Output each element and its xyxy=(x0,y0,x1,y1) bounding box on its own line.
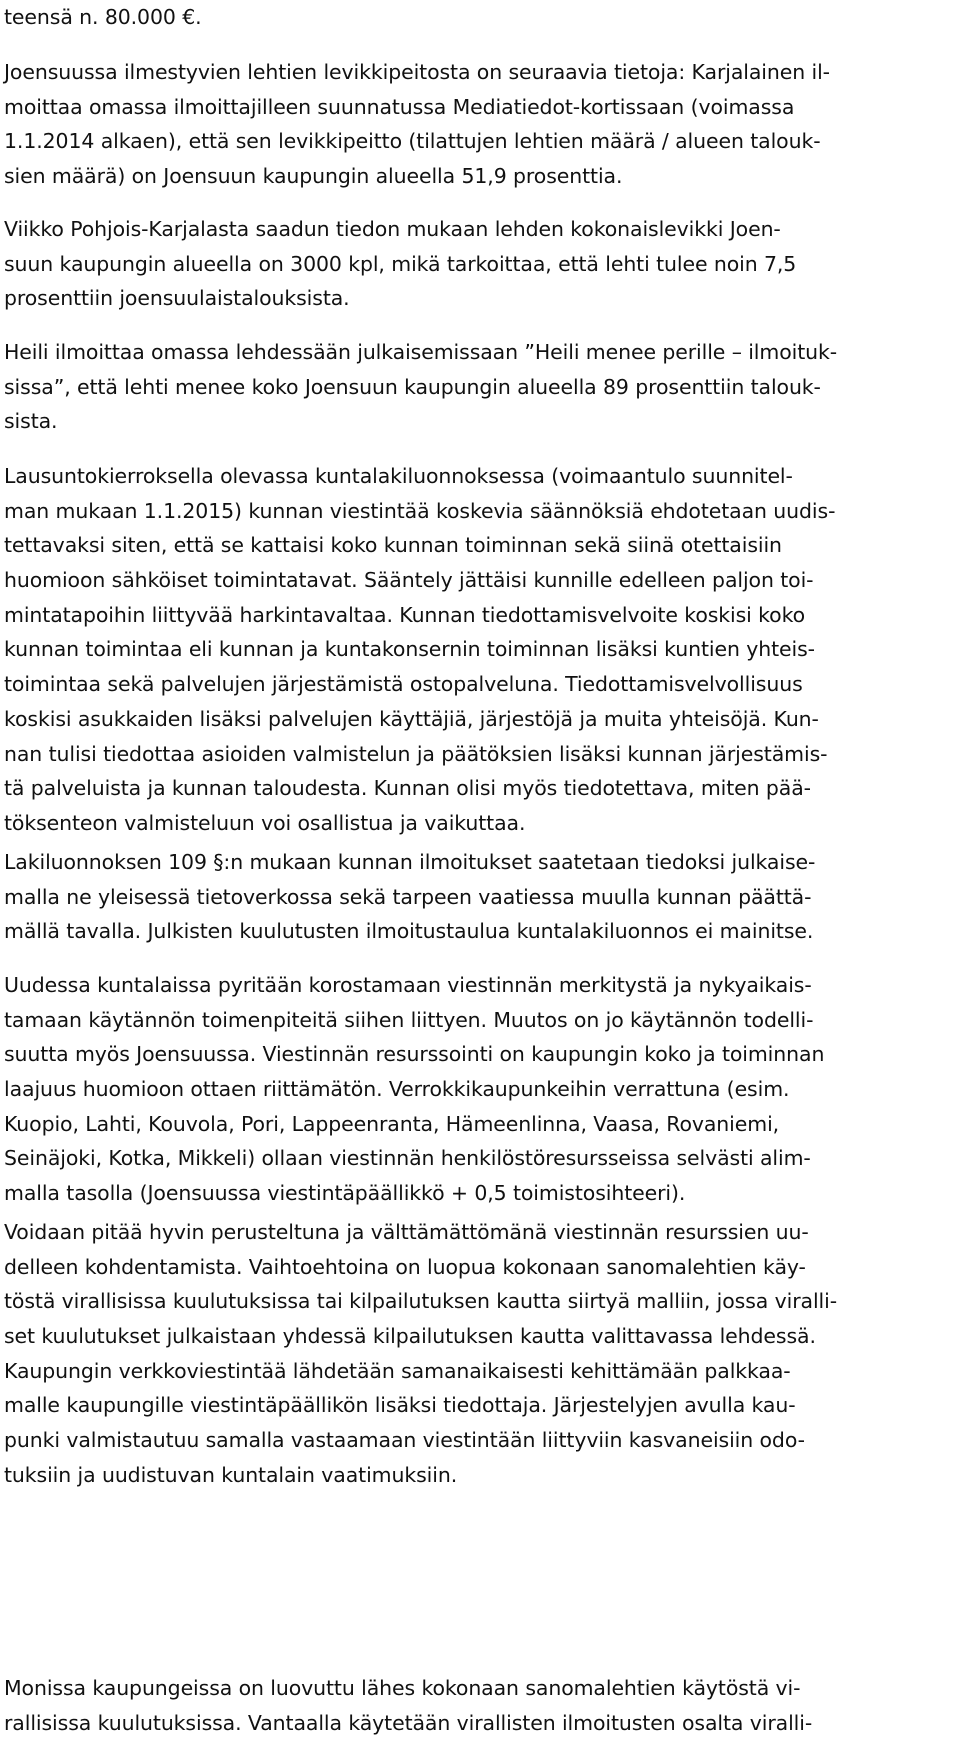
text-line: töksenteon valmisteluun voi osallistua ja vaikuttaa. xyxy=(4,810,526,835)
text-line: huomioon sähköiset toimintatavat. Sääntely jättäisi kunnille edelleen paljon toi- xyxy=(4,568,814,593)
text-line: malla tasolla (Joensuussa viestintäpäällikkö + 0,5 toimistosihteeri). xyxy=(4,1181,686,1206)
paragraph-7 xyxy=(4,1215,956,1493)
text-line: suun kaupungin alueella on 3000 kpl, mikä tarkoittaa, että lehti tulee noin 7,5 xyxy=(4,251,797,276)
text-line: Viikko Pohjois-Karjalasta saadun tiedon mukaan lehden kokonaislevikki Joen- xyxy=(4,217,781,241)
text-line: Monissa kaupungeissa on luovuttu lähes kokonaan sanomalehtien käytöstä vi- xyxy=(4,1676,801,1700)
text-line: 1.1.2014 alkaen), että sen levikkipeitto (tilattujen lehtien määrä / alueen talouk- xyxy=(4,129,821,154)
text-line: suutta myös Joensuussa. Viestinnän resurssointi on kaupungin koko ja toiminnan xyxy=(4,1042,825,1067)
text-line: mintatapoihin liittyvää harkintavaltaa. Kunnan tiedottamisvelvoite koskisi koko xyxy=(4,602,806,627)
text-line: Lausuntokierroksella olevassa kuntalakiluonnoksessa (voimaantulo suunnitel- xyxy=(4,464,793,488)
paragraph-1 xyxy=(4,55,956,194)
text-line: koskisi asukkaiden lisäksi palvelujen käyttäjiä, järjestöjä ja muita yhteisöjä. Kun- xyxy=(4,706,819,731)
text-line: tä palveluista ja kunnan taloudesta. Kunnan olisi myös tiedotettava, miten pää- xyxy=(4,776,811,801)
text-line: man mukaan 1.1.2015) kunnan viestintää koskevia säännöksiä ehdotetaan uudis- xyxy=(4,498,836,523)
text-line: Kaupungin verkkoviestintää lähdetään samanaikaisesti kehittämään palkkaa- xyxy=(4,1358,791,1383)
paragraph-0 xyxy=(4,0,956,35)
text-line: malla ne yleisessä tietoverkossa sekä tarpeen vaatiessa muulla kunnan päättä- xyxy=(4,884,812,909)
paragraph-4 xyxy=(4,459,956,841)
paragraph-6 xyxy=(4,968,956,1211)
text-line: Uudessa kuntalaissa pyritään korostamaan viestinnän merkitystä ja nykyaikais- xyxy=(4,973,812,997)
text-line: punki valmistautuu samalla vastaamaan viestintään liittyviin kasvaneisiin odo- xyxy=(4,1428,805,1453)
text-line: toimintaa sekä palvelujen järjestämistä ostopalveluna. Tiedottamisvelvollisuus xyxy=(4,672,803,697)
text-line: delleen kohdentamista. Vaihtoehtoina on luopua kokonaan sanomalehtien käy- xyxy=(4,1254,806,1279)
text-line: sissa”, että lehti menee koko Joensuun kaupungin alueella 89 prosenttiin talouk- xyxy=(4,374,821,399)
text-line: sista. xyxy=(4,409,58,434)
text-line: Joensuussa ilmestyvien lehtien levikkipeitosta on seuraavia tietoja: Karjalainen il- xyxy=(4,60,830,84)
text-line: Seinäjoki, Kotka, Mikkeli) ollaan viestinnän henkilöstöresursseissa selvästi alim- xyxy=(4,1146,811,1171)
text-line: mällä tavalla. Julkisten kuulutusten ilmoitustaulua kuntalakiluonnos ei mainitse. xyxy=(4,919,814,944)
text-line: Voidaan pitää hyvin perusteltuna ja välttämättömänä viestinnän resurssien uu- xyxy=(4,1220,809,1244)
text-line: prosenttiin joensuulaistalouksista. xyxy=(4,286,350,311)
text-line: sien määrä) on Joensuun kaupungin alueella 51,9 prosenttia. xyxy=(4,164,623,189)
text-line: moittaa omassa ilmoittajilleen suunnatussa Mediatiedot-kortissaan (voimassa xyxy=(4,94,795,119)
text-line: tamaan käytännön toimenpiteitä siihen liittyen. Muutos on jo käytännön todelli- xyxy=(4,1007,814,1032)
text-line: laajuus huomioon ottaen riittämätön. Verrokkikaupunkeihin verrattuna (esim. xyxy=(4,1077,790,1102)
text-line: set kuulutukset julkaistaan yhdessä kilpailutuksen kautta valittavassa lehdessä. xyxy=(4,1324,816,1349)
text-line: töstä virallisissa kuulutuksissa tai kilpailutuksen kautta siirtyä malliin, jossa viralli- xyxy=(4,1289,838,1314)
text-line: rallisissa kuulutuksissa. Vantaalla käytetään virallisten ilmoitusten osalta viralli- xyxy=(4,1710,813,1735)
paragraph-2 xyxy=(4,212,956,316)
text-line: nan tulisi tiedottaa asioiden valmistelun ja päätöksien lisäksi kunnan järjestämis- xyxy=(4,741,828,766)
text-line: kunnan toimintaa eli kunnan ja kuntakonsernin toiminnan lisäksi kuntien yhteis- xyxy=(4,637,815,662)
text-line: malle kaupungille viestintäpäällikön lisäksi tiedottaja. Järjestelyjen avulla kau- xyxy=(4,1393,796,1418)
text-line: Heili ilmoittaa omassa lehdessään julkaisemissaan ”Heili menee perille – ilmoituk- xyxy=(4,340,838,364)
text-line: Lakiluonnoksen 109 §:n mukaan kunnan ilmoitukset saatetaan tiedoksi julkaise- xyxy=(4,850,816,874)
text-line: tuksiin ja uudistuvan kuntalain vaatimuksiin. xyxy=(4,1462,458,1487)
text-line: teensä n. 80.000 €. xyxy=(4,5,202,29)
paragraph-5 xyxy=(4,845,956,949)
paragraph-8 xyxy=(4,1671,956,1740)
text-line: tettavaksi siten, että se kattaisi koko kunnan toiminnan sekä siinä otettaisiin xyxy=(4,533,782,558)
text-line: Kuopio, Lahti, Kouvola, Pori, Lappeenranta, Hämeenlinna, Vaasa, Rovaniemi, xyxy=(4,1111,780,1136)
paragraph-3 xyxy=(4,335,956,439)
